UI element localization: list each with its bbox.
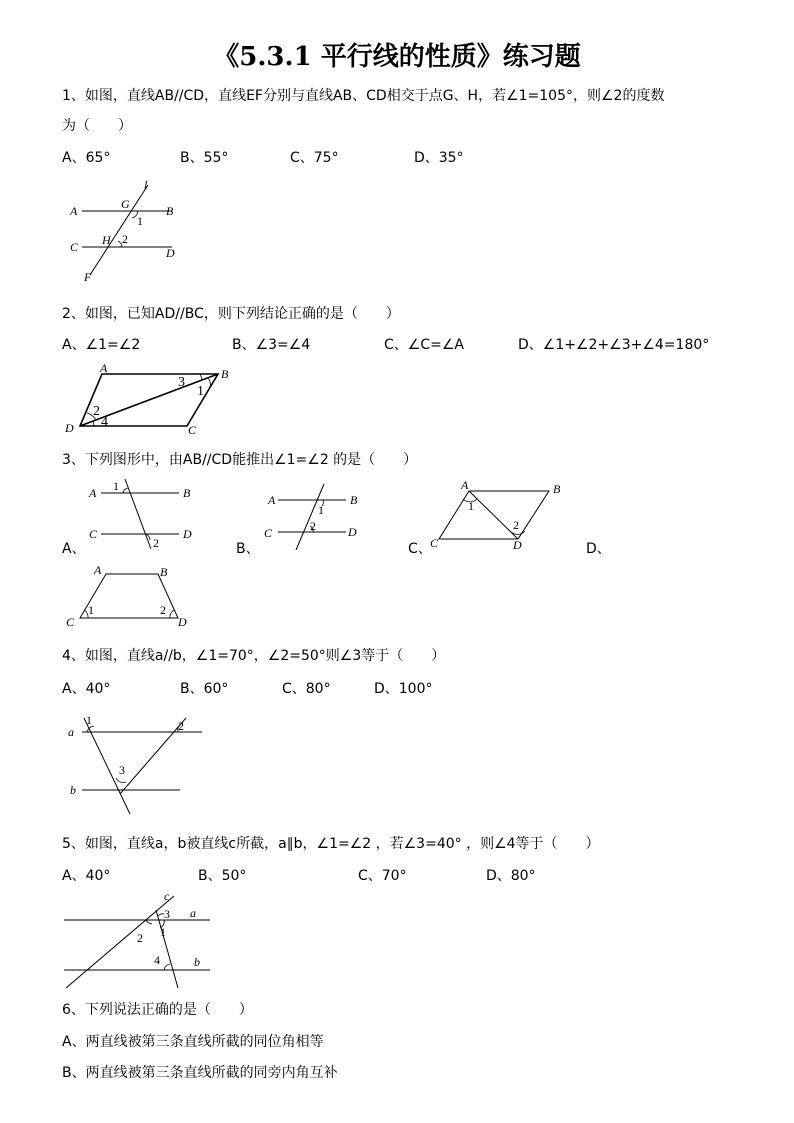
q2-label-2: 2 bbox=[93, 404, 100, 419]
q2-option-d: D、∠1+∠2+∠3+∠4=180° bbox=[518, 337, 710, 353]
q3c-label-c: C bbox=[430, 536, 439, 550]
q3-figure-b bbox=[258, 480, 373, 555]
q1-figure bbox=[60, 175, 190, 290]
q3-option-d: D、 bbox=[586, 541, 611, 557]
q3-option-b: B、 bbox=[236, 541, 260, 557]
q1-label-c: C bbox=[70, 240, 79, 254]
q4-option-c: C、80° bbox=[282, 681, 331, 697]
q2-stem: 2、如图，已知AD//BC，则下列结论正确的是（ ） bbox=[62, 306, 400, 322]
q4-stem: 4、如图，直线a//b，∠1=70°，∠2=50°则∠3等于（ ） bbox=[62, 648, 446, 664]
q3-figure-a bbox=[85, 477, 205, 552]
q5-label-1: 1 bbox=[160, 925, 166, 939]
q1-option-d: D、35° bbox=[414, 150, 464, 166]
q1-stem-line2: 为（ ） bbox=[62, 118, 132, 134]
q1-label-a: A bbox=[70, 204, 78, 218]
q1-label-h: H bbox=[102, 233, 111, 247]
q5-option-d: D、80° bbox=[486, 868, 536, 884]
q3d-label-a: A bbox=[94, 563, 102, 577]
q5-option-a: A、40° bbox=[62, 868, 111, 884]
q2-option-b: B、∠3=∠4 bbox=[232, 337, 311, 353]
q3b-label-1: 1 bbox=[318, 503, 324, 517]
q5-label-4: 4 bbox=[154, 953, 160, 967]
q3-figure-c bbox=[425, 477, 575, 552]
q5-option-c: C、70° bbox=[358, 868, 407, 884]
q3d-label-1: 1 bbox=[88, 603, 94, 617]
q5-stem: 5、如图，直线a，b被直线c所截，a∥b，∠1=∠2 ，若∠3=40° ，则∠4等于（ ） bbox=[62, 836, 600, 852]
q3d-label-2: 2 bbox=[160, 603, 166, 617]
q2-label-a: A bbox=[100, 361, 108, 375]
q4-figure bbox=[62, 710, 222, 825]
q3c-label-b: B bbox=[553, 482, 561, 496]
q2-label-d: D bbox=[65, 421, 74, 435]
q4-label-2: 2 bbox=[178, 719, 184, 733]
q1-option-c: C、75° bbox=[290, 150, 339, 166]
q3d-label-d: D bbox=[178, 615, 187, 629]
q2-label-3: 3 bbox=[178, 375, 185, 390]
q2-label-1: 1 bbox=[197, 384, 204, 399]
q1-label-f: F bbox=[84, 270, 92, 284]
q5-label-a: a bbox=[190, 906, 196, 920]
q4-option-b: B、60° bbox=[180, 681, 229, 697]
q3d-label-c: C bbox=[66, 615, 75, 629]
q3d-label-b: B bbox=[160, 565, 168, 579]
q1-option-b: B、55° bbox=[180, 150, 229, 166]
q3a-label-b: B bbox=[183, 486, 191, 500]
q5-label-2: 2 bbox=[137, 931, 143, 945]
q3a-label-d: D bbox=[183, 527, 192, 541]
q6-option-a: A、两直线被第三条直线所截的同位角相等 bbox=[62, 1034, 324, 1050]
q3c-label-a: A bbox=[461, 478, 469, 492]
q1-label-g: G bbox=[121, 197, 130, 211]
q6-stem: 6、下列说法正确的是（ ） bbox=[62, 1002, 253, 1018]
q3a-label-c: C bbox=[89, 527, 98, 541]
q5-option-b: B、50° bbox=[198, 868, 247, 884]
q1-stem-line1: 1、如图，直线AB//CD，直线EF分别与直线AB、CD相交于点G、H，若∠1=105°，则∠2的度数 bbox=[62, 88, 665, 104]
q5-figure bbox=[60, 890, 220, 990]
q4-label-3: 3 bbox=[119, 763, 125, 777]
q3b-label-c: C bbox=[264, 526, 273, 540]
q4-label-b: b bbox=[70, 783, 76, 797]
q4-label-a: a bbox=[68, 725, 74, 739]
q2-label-b: B bbox=[221, 367, 229, 381]
q1-label-l: l bbox=[144, 178, 148, 192]
page-title: 《5.3.1 平行线的性质》练习题 bbox=[213, 42, 581, 72]
q2-label-c: C bbox=[188, 423, 197, 437]
q3c-label-1: 1 bbox=[468, 499, 474, 513]
q3b-label-d: D bbox=[348, 525, 357, 539]
q3-figure-d bbox=[60, 562, 200, 632]
q3a-label-a: A bbox=[89, 486, 97, 500]
q3a-label-1: 1 bbox=[113, 479, 119, 493]
q5-label-3: 3 bbox=[164, 907, 170, 921]
q1-label-1: 1 bbox=[137, 214, 143, 228]
q3c-label-d: D bbox=[513, 538, 522, 552]
q4-option-d: D、100° bbox=[374, 681, 433, 697]
q3-option-c: C、 bbox=[408, 541, 432, 557]
q1-label-b: B bbox=[166, 204, 174, 218]
q2-option-c: C、∠C=∠A bbox=[384, 337, 464, 353]
q5-label-c: c bbox=[164, 889, 170, 903]
q1-label-d: D bbox=[166, 246, 175, 260]
q2-label-4: 4 bbox=[101, 415, 108, 430]
q3-stem: 3、下列图形中，由AB//CD能推出∠1=∠2 的是（ ） bbox=[62, 452, 418, 468]
q1-label-2: 2 bbox=[122, 232, 128, 246]
q3b-label-b: B bbox=[350, 493, 358, 507]
q4-option-a: A、40° bbox=[62, 681, 111, 697]
q3b-label-a: A bbox=[268, 493, 276, 507]
q3b-label-2: 2 bbox=[310, 519, 316, 533]
q5-label-b: b bbox=[194, 955, 200, 969]
q3-option-a: A、 bbox=[62, 541, 86, 557]
q3c-label-2: 2 bbox=[513, 518, 519, 532]
q6-option-b: B、两直线被第三条直线所截的同旁内角互补 bbox=[62, 1065, 338, 1081]
q4-label-1: 1 bbox=[86, 713, 92, 727]
q1-option-a: A、65° bbox=[62, 150, 111, 166]
q3a-label-2: 2 bbox=[153, 536, 159, 550]
q2-option-a: A、∠1=∠2 bbox=[62, 337, 141, 353]
q2-figure bbox=[60, 362, 240, 437]
